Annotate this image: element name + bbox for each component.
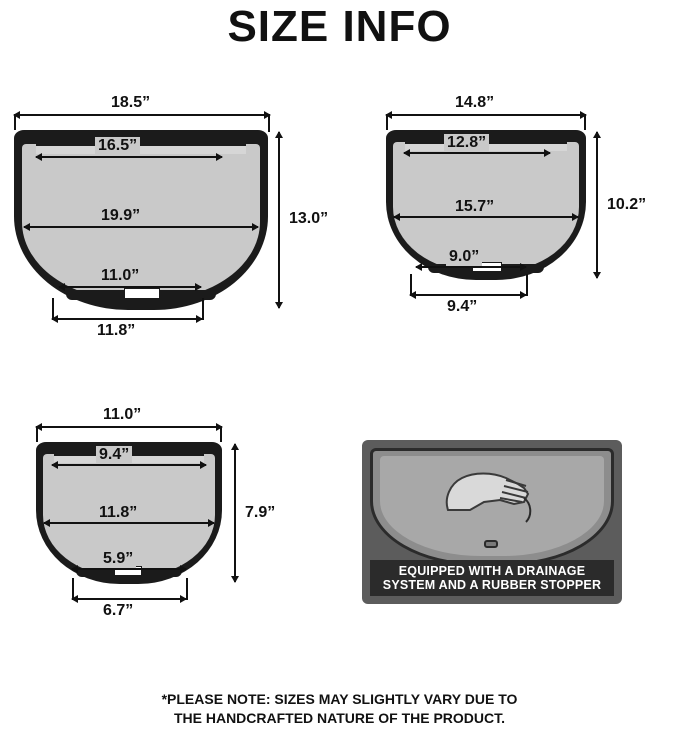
dim-line-base-inner xyxy=(59,286,201,288)
dim-line-inner-top xyxy=(36,156,222,158)
label-base-outer: 9.4” xyxy=(444,298,480,316)
label-widest: 11.8” xyxy=(96,504,140,522)
note-line-2: THE HANDCRAFTED NATURE OF THE PRODUCT. xyxy=(173,710,506,726)
label-widest: 19.9” xyxy=(98,207,143,225)
pot-large xyxy=(0,88,330,353)
dim-line-base-outer xyxy=(72,598,186,600)
label-inner-top: 9.4” xyxy=(96,446,132,464)
dim-line-widest xyxy=(394,216,578,218)
label-base-inner: 9.0” xyxy=(446,248,482,266)
label-base-outer: 11.8” xyxy=(94,322,138,340)
tick-right-outer-top xyxy=(220,426,222,442)
note-line-1: *PLEASE NOTE: SIZES MAY SLIGHTLY VARY DUE TO xyxy=(161,691,518,707)
dim-line-height xyxy=(234,444,236,582)
label-base-inner: 11.0” xyxy=(98,267,142,285)
drainage-caption-line1: EQUIPPED WITH A DRAINAGE xyxy=(398,564,586,578)
disclaimer-note xyxy=(0,690,679,728)
pot-medium xyxy=(368,88,679,353)
dim-line-widest xyxy=(24,226,258,228)
tick-height-top xyxy=(268,130,270,132)
pot-rim xyxy=(36,144,246,154)
tick-left-outer-top xyxy=(36,426,38,442)
drainage-caption-line2: SYSTEM AND A RUBBER STOPPER xyxy=(382,578,602,592)
label-widest: 15.7” xyxy=(452,198,497,216)
tick-left-outer-top xyxy=(14,114,16,130)
dim-line-inner-top xyxy=(404,152,550,154)
dim-line-widest xyxy=(44,522,214,524)
pot-small xyxy=(0,400,330,640)
hand-illustration xyxy=(440,458,550,528)
label-inner-top: 16.5” xyxy=(95,137,140,155)
dim-line-base-inner xyxy=(72,568,186,570)
dim-line-inner-top xyxy=(52,464,206,466)
label-base-inner: 5.9” xyxy=(100,550,136,568)
dim-line-outer-top xyxy=(36,426,222,428)
label-base-outer: 6.7” xyxy=(100,602,136,620)
tick-right-outer-top xyxy=(584,114,586,130)
dim-line-height xyxy=(278,132,280,308)
drainage-feature-panel xyxy=(362,440,622,604)
label-outer-top: 14.8” xyxy=(452,94,497,112)
label-height: 13.0” xyxy=(286,210,331,228)
label-height: 10.2” xyxy=(604,196,649,214)
page-title: SIZE INFO xyxy=(227,2,452,51)
tick-left-outer-top xyxy=(386,114,388,130)
dim-line-base-outer xyxy=(52,318,202,320)
label-outer-top: 18.5” xyxy=(108,94,153,112)
dim-line-outer-top xyxy=(14,114,270,116)
dim-line-base-outer xyxy=(410,294,526,296)
drainage-caption xyxy=(370,560,614,596)
label-inner-top: 12.8” xyxy=(444,134,489,152)
dim-line-height xyxy=(596,132,598,278)
label-height: 7.9” xyxy=(242,504,278,522)
pot-drain-plate xyxy=(124,288,160,299)
label-outer-top: 11.0” xyxy=(100,406,144,424)
dim-line-base-inner xyxy=(416,266,526,268)
tick-right-outer-top xyxy=(268,114,270,130)
dim-line-outer-top xyxy=(386,114,586,116)
rubber-stopper-icon xyxy=(484,540,498,548)
